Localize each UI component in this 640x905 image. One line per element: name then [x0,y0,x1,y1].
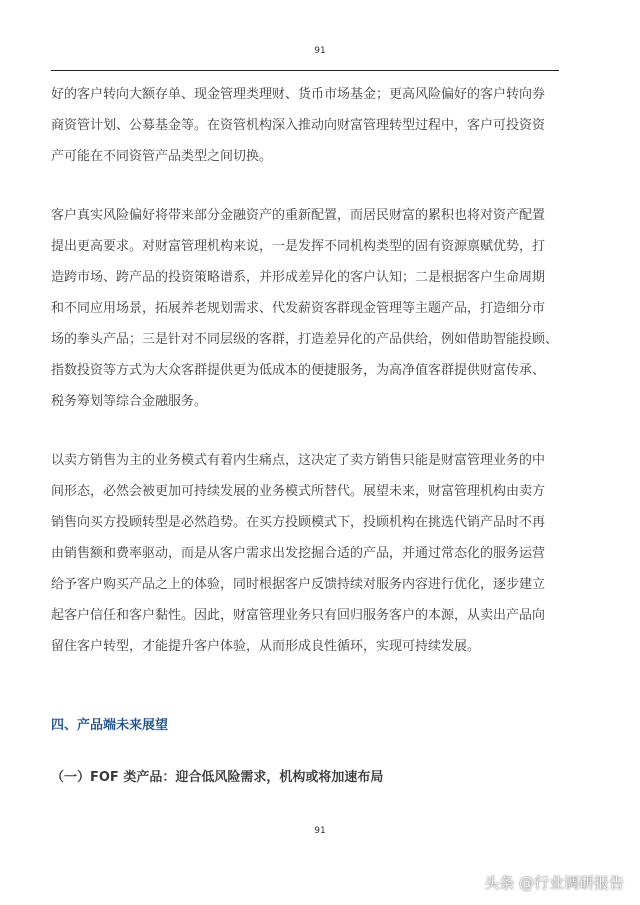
paragraph-1 [51,79,559,172]
paragraph-2 [51,200,559,417]
sub-heading: （一）FOF 类产品：迎合低风险需求，机构或将加速布局 [51,770,384,785]
text-line: 产可能在不同资管产品类型之间切换。 [51,149,273,164]
paragraph-3 [51,445,559,662]
text-line: 起客户信任和客户黏性。因此，财富管理业务只有回归服务客户的本源，从卖出产品向 [51,608,546,623]
text-line: 留住客户转型，才能提升客户体验，从而形成良性循环，实现可持续发展。 [51,639,481,654]
text-line: 间形态，必然会被更加可持续发展的业务模式所替代。展望未来，财富管理机构由卖方 [51,484,546,499]
header-divider [51,70,559,71]
text-line: 和不同应用场景，拓展养老规划需求、代发薪资客群现金管理等主题产品，打造细分市 [51,301,546,316]
text-line: 销售向买方投顾转型是必然趋势。在买方投顾模式下，投顾机构在挑选代销产品时不再 [51,515,546,530]
page-number-bottom: 91 [314,826,326,836]
text-line: 指数投资等方式为大众客群提供更为低成本的便捷服务，为高净值客群提供财富传承、 [51,363,546,378]
text-line: 客户真实风险偏好将带来部分金融资产的重新配置，而居民财富的累积也将对资产配置 [51,208,546,223]
text-line: 以卖方销售为主的业务模式有着内生痛点，这决定了卖方销售只能是财富管理业务的中 [51,453,546,468]
section-heading: 四、产品端未来展望 [51,718,169,733]
text-line: 由销售额和费率驱动，而是从客户需求出发挖掘合适的产品，并通过常态化的服务运营 [51,546,546,561]
text-line: 商资管计划、公募基金等。在资管机构深入推动向财富管理转型过程中，客户可投资资 [51,118,546,133]
text-line: 给予客户购买产品之上的体验，同时根据客户反馈持续对服务内容进行优化，逐步建立 [51,577,546,592]
text-line: 场的拳头产品；三是针对不同层级的客群，打造差异化的产品供给，例如借助智能投顾、 [51,332,559,347]
text-line: 税务筹划等综合金融服务。 [51,394,208,409]
text-line: 造跨市场、跨产品的投资策略谱系，并形成差异化的客户认知；二是根据客户生命周期 [51,270,546,285]
page-number-top: 91 [314,46,326,56]
text-line: 好的客户转向大额存单、现金管理类理财、货币市场基金；更高风险偏好的客户转向券 [51,87,546,102]
watermark-text: 头条 @行业调研报告 [484,874,624,892]
text-line: 提出更高要求。对财富管理机构来说，一是发挥不同机构类型的固有资源禀赋优势，打 [51,239,546,254]
